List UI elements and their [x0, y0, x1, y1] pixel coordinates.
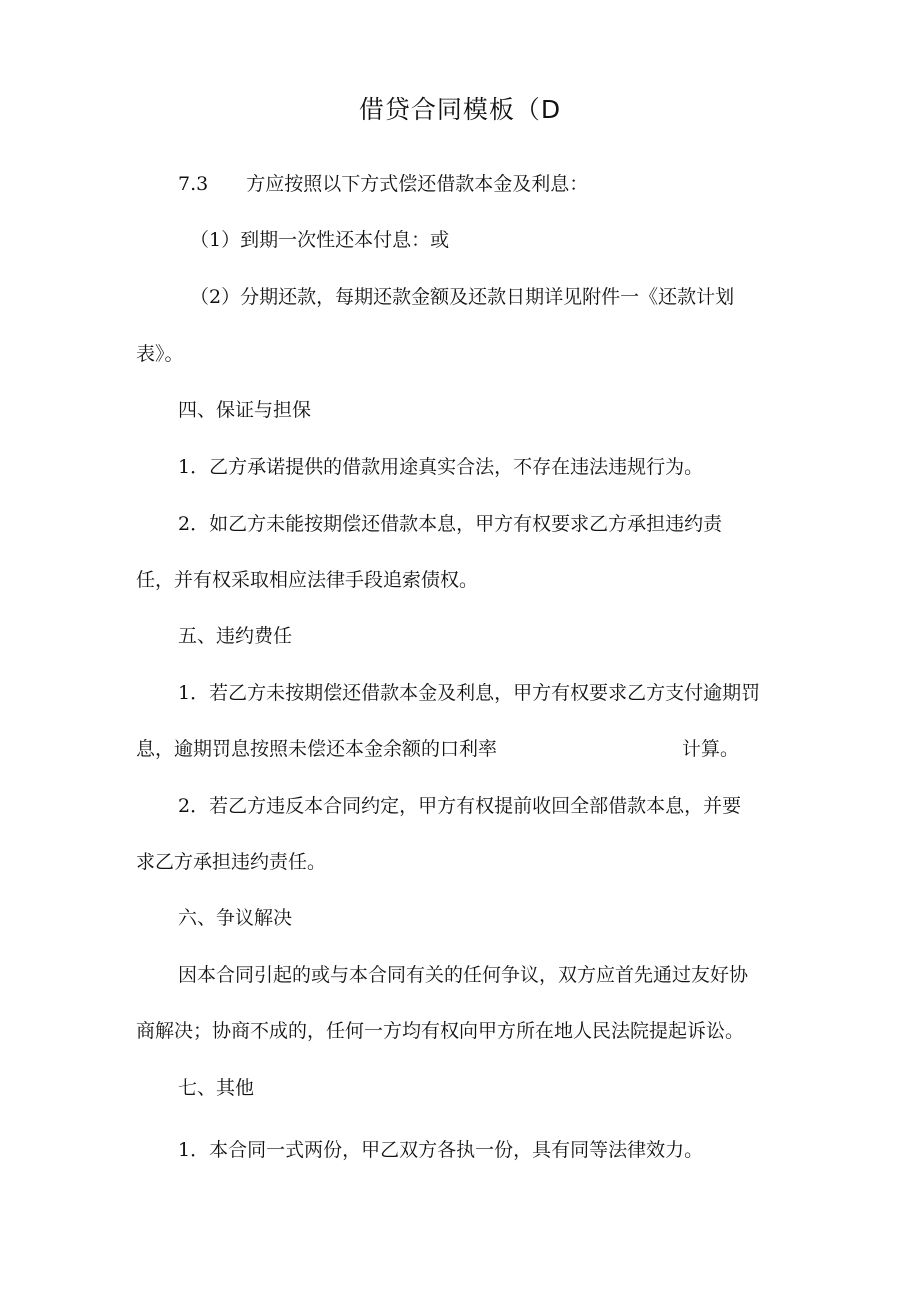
liability-item-1-cont — [136, 735, 740, 763]
section-heading-other: 七、其他 — [178, 1077, 255, 1099]
clause-7-3 — [178, 170, 588, 198]
repay-option-2-cont: 表》。 — [136, 343, 184, 365]
guarantee-item-2-cont: 任，并有权采取相应法律手段追索债权。 — [136, 569, 479, 591]
clause-number: 7.3 — [178, 173, 209, 195]
clause-text: 方应按照以下方式偿还借款本金及利息： — [246, 173, 589, 195]
repay-option-1: （1）到期一次性还本付息：或 — [190, 229, 450, 251]
repay-option-2: （2）分期还款，每期还款金额及还款日期详见附件一《还款计划 — [190, 286, 735, 308]
liability-item-2-cont: 求乙方承担违约责任。 — [136, 851, 327, 873]
guarantee-item-1: 1．乙方承诺提供的借款用途真实合法，不存在违法违规行为。 — [178, 456, 704, 478]
liability-item-2: 2．若乙方违反本合同约定，甲方有权提前收回全部借款本息，并要 — [178, 795, 742, 817]
document-title: 借贷合同模板（D — [358, 95, 562, 124]
dispute-paragraph-cont: 商解决；协商不成的，任何一方均有权向甲方所在地人民法院提起诉讼。 — [136, 1020, 745, 1042]
penalty-calc-text: 计算。 — [682, 738, 740, 760]
section-heading-dispute: 六、争议解决 — [178, 907, 293, 929]
other-item-1: 1．本合同一式两份，甲乙双方各执一份，具有同等法律效力。 — [178, 1139, 704, 1161]
section-heading-liability: 五、违约费任 — [178, 625, 293, 647]
dispute-paragraph: 因本合同引起的或与本合同有关的任何争议，双方应首先通过友好协 — [178, 964, 749, 986]
liability-item-1: 1．若乙方未按期偿还借款本金及利息，甲方有权要求乙方支付逾期罚 — [178, 682, 761, 704]
section-heading-guarantee: 四、保证与担保 — [178, 399, 312, 421]
penalty-text: 息，逾期罚息按照未偿还本金余额的口利率 — [136, 738, 498, 760]
guarantee-item-2: 2．如乙方未能按期偿还借款本息，甲方有权要求乙方承担违约责 — [178, 513, 723, 535]
